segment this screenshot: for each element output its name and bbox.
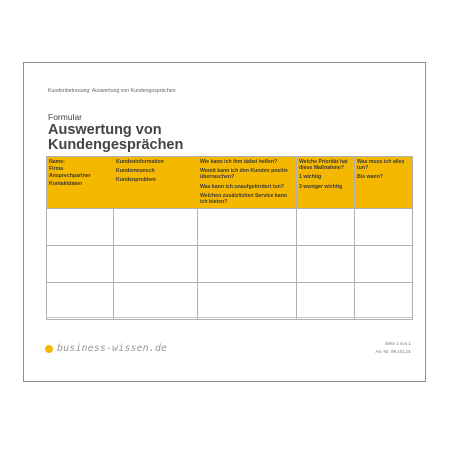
header-cell-help bbox=[198, 157, 297, 209]
header-line: Firma bbox=[49, 166, 64, 173]
header-line: Welchen zusätzlichen Service kann ich bieten? bbox=[200, 192, 287, 206]
document-page bbox=[23, 62, 426, 382]
table-cell[interactable] bbox=[355, 283, 413, 320]
article-number: Art.-Nr. 99.101.01 bbox=[375, 349, 411, 354]
header-cell-priority bbox=[297, 157, 355, 209]
brand-logo bbox=[45, 343, 167, 354]
brand-name: business-wissen.de bbox=[57, 343, 168, 354]
table-cell[interactable] bbox=[47, 283, 114, 320]
header-cell-customer-info bbox=[114, 157, 198, 209]
table-cell[interactable] bbox=[198, 246, 297, 283]
page-info bbox=[375, 340, 411, 356]
header-line: Kundeninformation bbox=[116, 159, 164, 165]
header-line: Wie kann ich ihm dabei helfen? bbox=[200, 159, 278, 165]
table-cell[interactable] bbox=[355, 209, 413, 246]
breadcrumb: Kundenbetreuung: Auswertung von Kundengesprächen bbox=[48, 88, 176, 94]
header-line: Was muss ich alles tun? bbox=[357, 159, 405, 172]
footer-divider bbox=[46, 317, 412, 318]
header-line: Kundenwunsch bbox=[116, 168, 155, 175]
table-cell[interactable] bbox=[47, 246, 114, 283]
header-line: Kundenproblem bbox=[116, 177, 156, 184]
table-row bbox=[47, 246, 413, 283]
table-cell[interactable] bbox=[297, 209, 355, 246]
header-line: Welche Priorität hat diese Maßnahme? bbox=[299, 159, 348, 172]
table-cell[interactable] bbox=[198, 209, 297, 246]
table-cell[interactable] bbox=[355, 246, 413, 283]
header-line: 1 wichtig bbox=[299, 174, 322, 181]
header-line: Womit kann ich den Kunden positiv überraschen? bbox=[200, 168, 288, 181]
header-line: Kontaktdaten bbox=[49, 180, 83, 187]
table-row bbox=[47, 283, 413, 320]
table-cell[interactable] bbox=[297, 283, 355, 320]
form-label: Formular bbox=[48, 112, 83, 122]
header-line: Name: bbox=[49, 159, 65, 165]
table-cell[interactable] bbox=[297, 246, 355, 283]
header-cell-todo bbox=[355, 157, 413, 209]
table-cell[interactable] bbox=[114, 246, 198, 283]
header-line: Was kann ich unaufgefordert tun? bbox=[200, 183, 284, 190]
header-row bbox=[47, 157, 413, 209]
page-title bbox=[48, 123, 183, 152]
table-cell[interactable] bbox=[114, 209, 198, 246]
header-cell-contact bbox=[47, 157, 114, 209]
page-number: Seite 1 von 1 bbox=[384, 341, 411, 346]
table-cell[interactable] bbox=[198, 283, 297, 320]
evaluation-table bbox=[46, 156, 413, 320]
title-line-2: Kundengesprächen bbox=[48, 136, 184, 153]
header-line: Bis wann? bbox=[357, 174, 383, 181]
brand-dot-icon bbox=[45, 345, 53, 353]
table-row bbox=[47, 209, 413, 246]
table-cell[interactable] bbox=[47, 209, 114, 246]
table-cell[interactable] bbox=[114, 283, 198, 320]
header-line: 3 weniger wichtig bbox=[299, 183, 343, 190]
title-line-1: Auswertung von bbox=[48, 122, 162, 138]
header-line: Ansprechpartner bbox=[49, 173, 91, 180]
